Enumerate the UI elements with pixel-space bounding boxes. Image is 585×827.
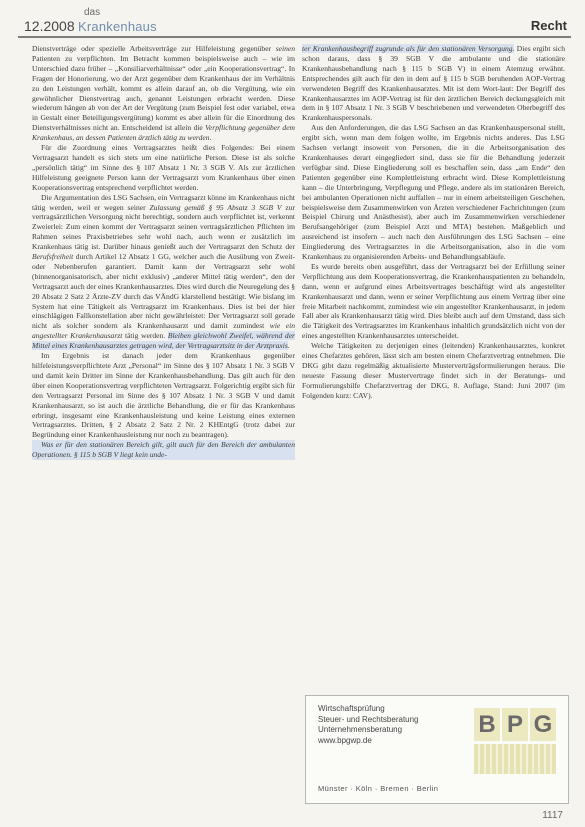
logo-letter: P: [502, 708, 528, 741]
highlighted-text: Bleiben gleichwohl Zweifel, während der Mittel eines Krankenhausarztes getragen wird, der Vertragsarztsitz in der Arztpraxis: [32, 331, 295, 351]
logo-pattern: [474, 744, 556, 774]
text-run-italic: Zulassung gemäß § 95 Absatz 3 SGB V: [149, 202, 282, 212]
ad-line: Steuer- und Rechtsberatung: [318, 714, 419, 724]
logo-letter: G: [530, 708, 556, 741]
logo-main-text: Krankenhaus: [78, 19, 157, 34]
issue-date: 12.2008: [24, 18, 75, 34]
bpg-logo: [474, 708, 556, 741]
paragraph: Im Ergebnis ist danach jeder dem Krankenhaus gegenüber hilfeleistungsverpflichtete Arzt „Personal“ im Sinne des § 107 Absatz 1 Nr. 3 SGB V und damit kein Dritter im Sinne der Krankenhausbehandlung. Das gilt auch für den über einen Kooperationsvertrag verpflichteten Vertragsarzt. Folgerichtig ergibt sich für den Vertragsarzt Personal im Sinne des § 107 Absatz 1 Nr. 3 SGB V und damit Krankenhausarzt, so ist auch die ärztliche Behandlung, die er für das Krankenhaus erbringt, insgesamt eine Krankenhausleistung und keine Leistung eines externen Vertragsarztes. Dritten, § 2 Absatz 2 Satz 2 Nr. 2 KHEntgG (trotz dabei zur Begründung einer Krankenhausleistung nur noch zu beantragen).: [32, 351, 295, 440]
text-run-italic: wie ein angestellter Krankenhausarzt: [32, 321, 295, 341]
ad-website-link[interactable]: www.bpgwp.de: [318, 735, 372, 745]
magazine-logo: [78, 8, 157, 36]
text-run-italic: Verpflichtung gegenüber dem Krankenhaus, an dessen Patienten ärztlich tätig zu werden: [32, 123, 295, 143]
page-number: 1117: [542, 810, 563, 821]
advertisement-box[interactable]: [305, 695, 569, 804]
text-column-right: [302, 44, 565, 401]
text-run-italic: Berufsfreiheit: [32, 252, 74, 262]
text-run: tätig werden.: [122, 331, 168, 341]
text-run: Patienten zu verpflichten. Im Betracht kommen beispielsweise auch – wie im Unterschied dazu früher – „Konsiliarverhältnisse“ oder „ein Kooperationsvertrag“. In Fragen der Honorierung, wo der Arzt gegenüber dem Krankenhaus der im Verhältnis zu den Leistungen verhält, kommt es allein darauf an, ob die Vergütung, wie ein gewöhnlicher Dienstvertrag auch, genannt Leistungen erbracht werden. Diese wiederum hängen ab von der Art der Vergütung (zum Beispiel fest oder variabel, etwa in Gestalt einer Beteiligungsvergütung) kommt es aber allein für die Einordnung des Dienstverhältnisses nicht an. Entscheidend ist allein die: [32, 53, 295, 133]
paragraph: [32, 44, 295, 143]
paragraph-highlighted: Was er für den stationären Bereich gilt, gilt auch für den Bereich der ambulanten Operationen. § 115 b SGB V liegt kein unde-: [32, 440, 295, 460]
ad-line: Unternehmensberatung: [318, 725, 403, 734]
ad-cities: Münster · Köln · Bremen · Berlin: [318, 784, 439, 793]
text-run: zur vertragsärztlichen Versorgung nicht berechtigt, sondern auch verpflichtet ist, verkennt Zweierlei: Zum einen kommt der Vertragsarzt seinen vertragsärztlichen Pflichten im Rahmen seines Praxisbetriebes sehr wohl nach, auch wenn er zusätzlich im Krankenhaus tätig ist. Darüber hinaus genießt auch der Vertragsarzt den Schutz der: [32, 202, 296, 252]
logo-letter: B: [474, 708, 500, 741]
text-run: Dies ergibt sich schon daraus, dass § 39 SGB V die ambulante und die stationäre Krankenhausbehandlung nach § 115 b SGB V) in einem Atemzug erwähnt. Entsprechendes gilt auch für den in dem auf § 115 b SGB beruhenden AOP-Vertrag verwendeten Begriff des Krankenhausarztes. Mit ist dem Wort-laut: Der Begriff des Krankenhausarztes im AOP-Vertrag ist für den ärztlichen Bereich deckungsgleich mit dem in § 107 Absatz 1 Nr. 3 SGB V beschriebenen und verwendeten Oberbegriff des Krankenhauspersonals.: [302, 44, 565, 123]
text-run: Dienstverträge oder spezielle Arbeitsverträge zur Hilfeleistung gegenüber: [32, 44, 276, 53]
ad-services: [318, 704, 419, 746]
paragraph: Welche Tätigkeiten zu derjenigen eines (leitenden) Krankenhausarztes, konkret eines Chefarztes gehören, lässt sich am besten einem Chefarztvertrag entnehmen. Die DKG gibt dazu regelmäßig aktualisierte Musterverträgsformulierungen heraus. Die neueste Fassung dieser Mustervertrage findet sich in der Beratungs- und Formulierungshilfe Chefarztvertrag der DKG, 8. Auflage, Stand: Juni 2007 (im Folgenden kurz: CAV).: [302, 341, 565, 400]
paragraph: [302, 44, 565, 123]
paragraph: Für die Zuordnung eines Vertragsarztes heißt dies Folgendes: Bei einem Vertragsarzt handelt es sich stets um eine natürliche Person. Diese ist als solche „persönlich tätig“ im Sinne des § 107 Absatz 1 Nr. 3 SGB V. Als zur ärztlichen Hilfeleistung geeignete Person kann der Vertragsarzt vom Krankenhaus über einen Kooperationsvertrag entsprechend verpflichtet werden.: [32, 143, 295, 192]
header-divider: [18, 36, 571, 38]
paragraph: Es wurde bereits oben ausgeführt, dass der Vertragsarzt bei der Erfüllung seiner Verpflichtung aus dem Kooperationsvertrag, die Krankenhauspatienten zu behandeln, dann, wenn er aufgrund eines Arbeitsvertrages beschäftigt wird als angestellter Krankenhausarzt und dann, wenn er seiner Verpflichtung aus einem Vertrag über eine freie Mitarbeit nachkommt, zumindest wie ein angestellter Krankenhausarzt, in jedem Fall aber als Krankenhausarzt tätig wird. Dies bleibt auch auf dem Umstand, dass sich die Tätigkeit des Vertragsarztes im Krankenhaus inhaltlich grundsätzlich nicht von der eines angestellten Krankenhausarztes unterscheidet.: [302, 261, 565, 341]
text-column-left: [32, 44, 295, 460]
text-run: .: [287, 341, 290, 351]
paragraph: Aus den Anforderungen, die das LSG Sachsen an das Krankenhauspersonal stellt, ergibt sich, wenn man dem folgen wollte, im Ergebnis nichts anderes. Das LSG Sachsen verlangt insoweit von Personen, die in die Arbeitsorganisation des Krankenhauses derart eingegliedert sind, dass sie für die Behandlung jederzeit verfügbar sind. Diese Eingliederung soll es beschaffen sein, dass „am Ende“ den Patienten gegenüber eine Komplettleistung erbracht wird. Diese Komplettleistung kann – die Unterbringung, Verpflegung und Pflege, andere als im stationären Bereich, bei ambulanten Operationen nicht auffallen – nur in einem arbeitsteiligen Geschehen, beispielsweise dem Zusammenwirken von Ärzten verschiedener Fachrichtungen (zum Beispiel Chirurg und Anästhesist), aber auch im Zusammenwirken verschiedener Berufsangehöriger (zum Beispiel Arzt und MTA) bestehen. Maßgeblich und ausreichend ist insofern – auch nach den Ausführungen des LSG Sachsen – eine Eingliederung des Vertragsarztes in die Arbeitsorganisation, also in die vom Krankenhaus zu organisierenden Arbeits- und Behandlungsabläufe.: [302, 123, 565, 262]
section-title: Recht: [530, 18, 567, 33]
text-run: durch Artikel 12 Absatz 1 GG, welcher auch die Ausübung von Zweit- oder Nebenberufen garantiert. Damit kann der Vertragsarzt sehr wohl (binnenorganisatorisch, aber nicht exklusiv) „anderer Mittel tätig werden“, den der Vertragsarzt auch der eines Krankenhausarztes. Dies wird durch die Neuregelung des § 20 Absatz 2 Satz 2 Ärzte-ZV durch das VÄndG klarstellend bestätigt. Wie bislang im System hat eine Tätigkeit als Vertragsarzt im Krankenhaus. Dies ist bei der hier einschlägigen Fallkonstellation aber nicht gewährleistet: Der Vertragsarzt soll gerade nicht als solcher sondern als Krankenhausarzt und damit zumindest: [32, 252, 295, 331]
page-header: [18, 8, 573, 36]
ad-line: Wirtschaftsprüfung: [318, 704, 385, 713]
logo-small-text: das: [84, 7, 101, 18]
text-run: Die Argumentation des LSG Sachsen, ein Vertragsarzt könne im Krankenhaus nicht tätig werden, weil er wegen seiner: [32, 192, 295, 212]
text-run-italic: seinen: [275, 44, 295, 53]
paragraph: [32, 193, 295, 352]
text-run: .: [209, 133, 212, 143]
highlighted-text: ter Krankenhausbegriff zugrunde als für den stationären Versorgung.: [302, 44, 515, 53]
